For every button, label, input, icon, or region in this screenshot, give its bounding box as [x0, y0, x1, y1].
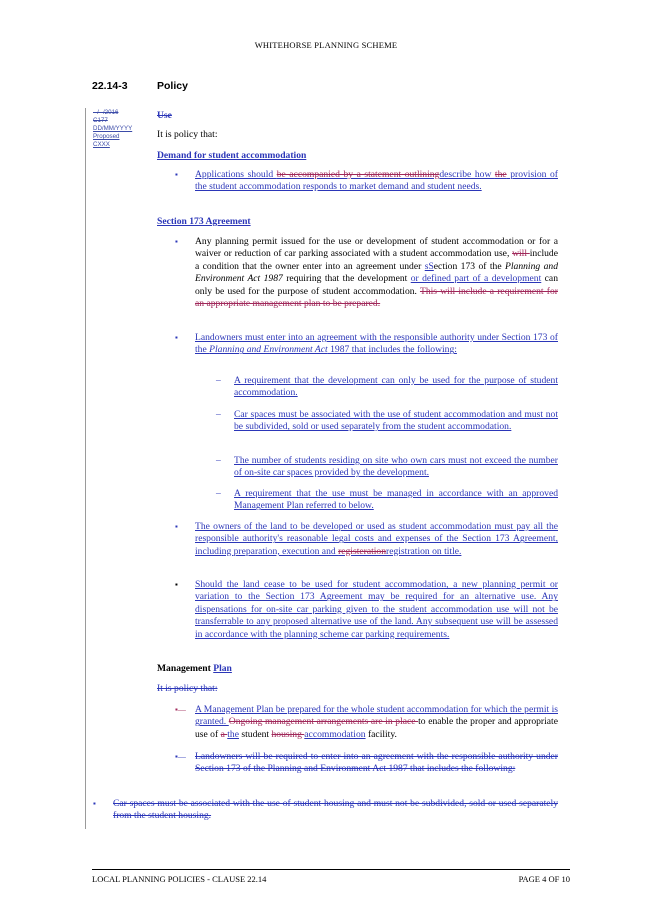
s173-bullet-3: The owners of the land to be developed or used as student accommodation must pay all the responsible authority's reasonable legal costs and expenses of the Section 173 Agreement, including preparation, execution and registerationregistration on title. — [195, 521, 558, 557]
mgmt-intro-deleted: It is policy that: — [157, 683, 218, 694]
bullet-marker: ▪— — [175, 705, 186, 714]
bullet-marker: ▪ — [175, 580, 178, 589]
s173-sub-3: The number of students residing on site who own cars must not exceed the number of on-site car spaces provided by the development. — [234, 455, 558, 479]
mgmt-bullet-1: A Management Plan be prepared for the whole student accommodation for which the permit is granted. Ongoing management arrangements are in place to enable the proper and appropriate use of a the student housing accommodation facility. — [195, 704, 558, 740]
dash-marker: – — [216, 409, 221, 420]
margin-date-new: DD/MM/YYYY — [93, 125, 133, 132]
mgmt-bullet-3-deleted: Car spaces must be associated with the use of student housing and must not be subdivided, sold or used separately from the student housing. — [113, 798, 558, 822]
footer-clause: LOCAL PLANNING POLICIES - CLAUSE 22.14 — [92, 874, 267, 884]
margin-proposed: Proposed — [93, 133, 120, 140]
margin-amendment-old: C177 — [93, 117, 108, 124]
running-header: WHITEHORSE PLANNING SCHEME — [254, 40, 398, 50]
heading-use: Use — [157, 110, 172, 121]
s173-bullet-2: Landowners must enter into an agreement with the responsible authority under Section 173 of the Planning and Environment Act 1987 that includes the following: — [195, 332, 558, 356]
bullet-marker: ▪ — [175, 522, 178, 531]
margin-amendment-new: CXXX — [93, 141, 110, 148]
bullet-marker: ▪ — [175, 170, 178, 179]
s173-bullet-4: Should the land cease to be used for student accommodation, a new planning permit or variation to the Section 173 Agreement may be required for an alternative use. Any dispensations for on-site car parking given to the student accommodation use will not be transferrable to any proposed alternative use of the land. Any subsequent use will be assessed in accordance with the planning scheme car parking requirements. — [195, 579, 558, 640]
bullet-marker: ▪ — [93, 799, 96, 808]
heading-demand: Demand for student accommodation — [157, 150, 307, 161]
s173-sub-1: A requirement that the development can only be used for the purpose of student accommodation. — [234, 375, 558, 399]
clause-number: 22.14-3 — [92, 80, 128, 92]
mgmt-bullet-2-deleted: Landowners will be required to enter into an agreement with the responsible authority under Section 173 of the Planning and Environment Act 1987 that includes the following: — [195, 751, 558, 775]
dash-marker: – — [216, 488, 221, 499]
s173-sub-4: A requirement that the use must be managed in accordance with an approved Management Plan referred to below. — [234, 488, 558, 512]
footer-rule — [92, 869, 570, 870]
margin-date-old: --/--/2016 — [93, 109, 119, 116]
footer-page-number: PAGE 4 OF 10 — [518, 874, 570, 884]
clause-title: Policy — [157, 80, 188, 92]
bullet-marker: ▪ — [175, 237, 178, 246]
bullet-marker: ▪ — [175, 333, 178, 342]
s173-sub-2: Car spaces must be associated with the use of student accommodation and must not be subdivided, sold or used separately from the student accommodation. — [234, 409, 558, 433]
heading-s173: Section 173 Agreement — [157, 216, 251, 227]
use-intro: It is policy that: — [157, 129, 218, 140]
bullet-marker: ▪— — [175, 752, 186, 761]
dash-marker: – — [216, 455, 221, 466]
heading-management-plan: Management Plan — [157, 663, 232, 674]
s173-bullet-1: Any planning permit issued for the use or development of student accommodation or for a waiver or reduction of car parking associated with a student accommodation use, will include a condition that the owner enter into an agreement under sSection 173 of the Planning and Environment Act 1987 requiring that the development or defined part of a development can only be used for the purpose of student accommodation. This will include a requirement for an appropriate management plan to be prepared. — [195, 236, 559, 310]
demand-bullet-1: Applications should be accompanied by a statement outliningdescribe how the provision of the student accommodation responds to market demand and student needs. — [195, 169, 558, 193]
dash-marker: – — [216, 375, 221, 386]
change-bar — [85, 108, 86, 829]
